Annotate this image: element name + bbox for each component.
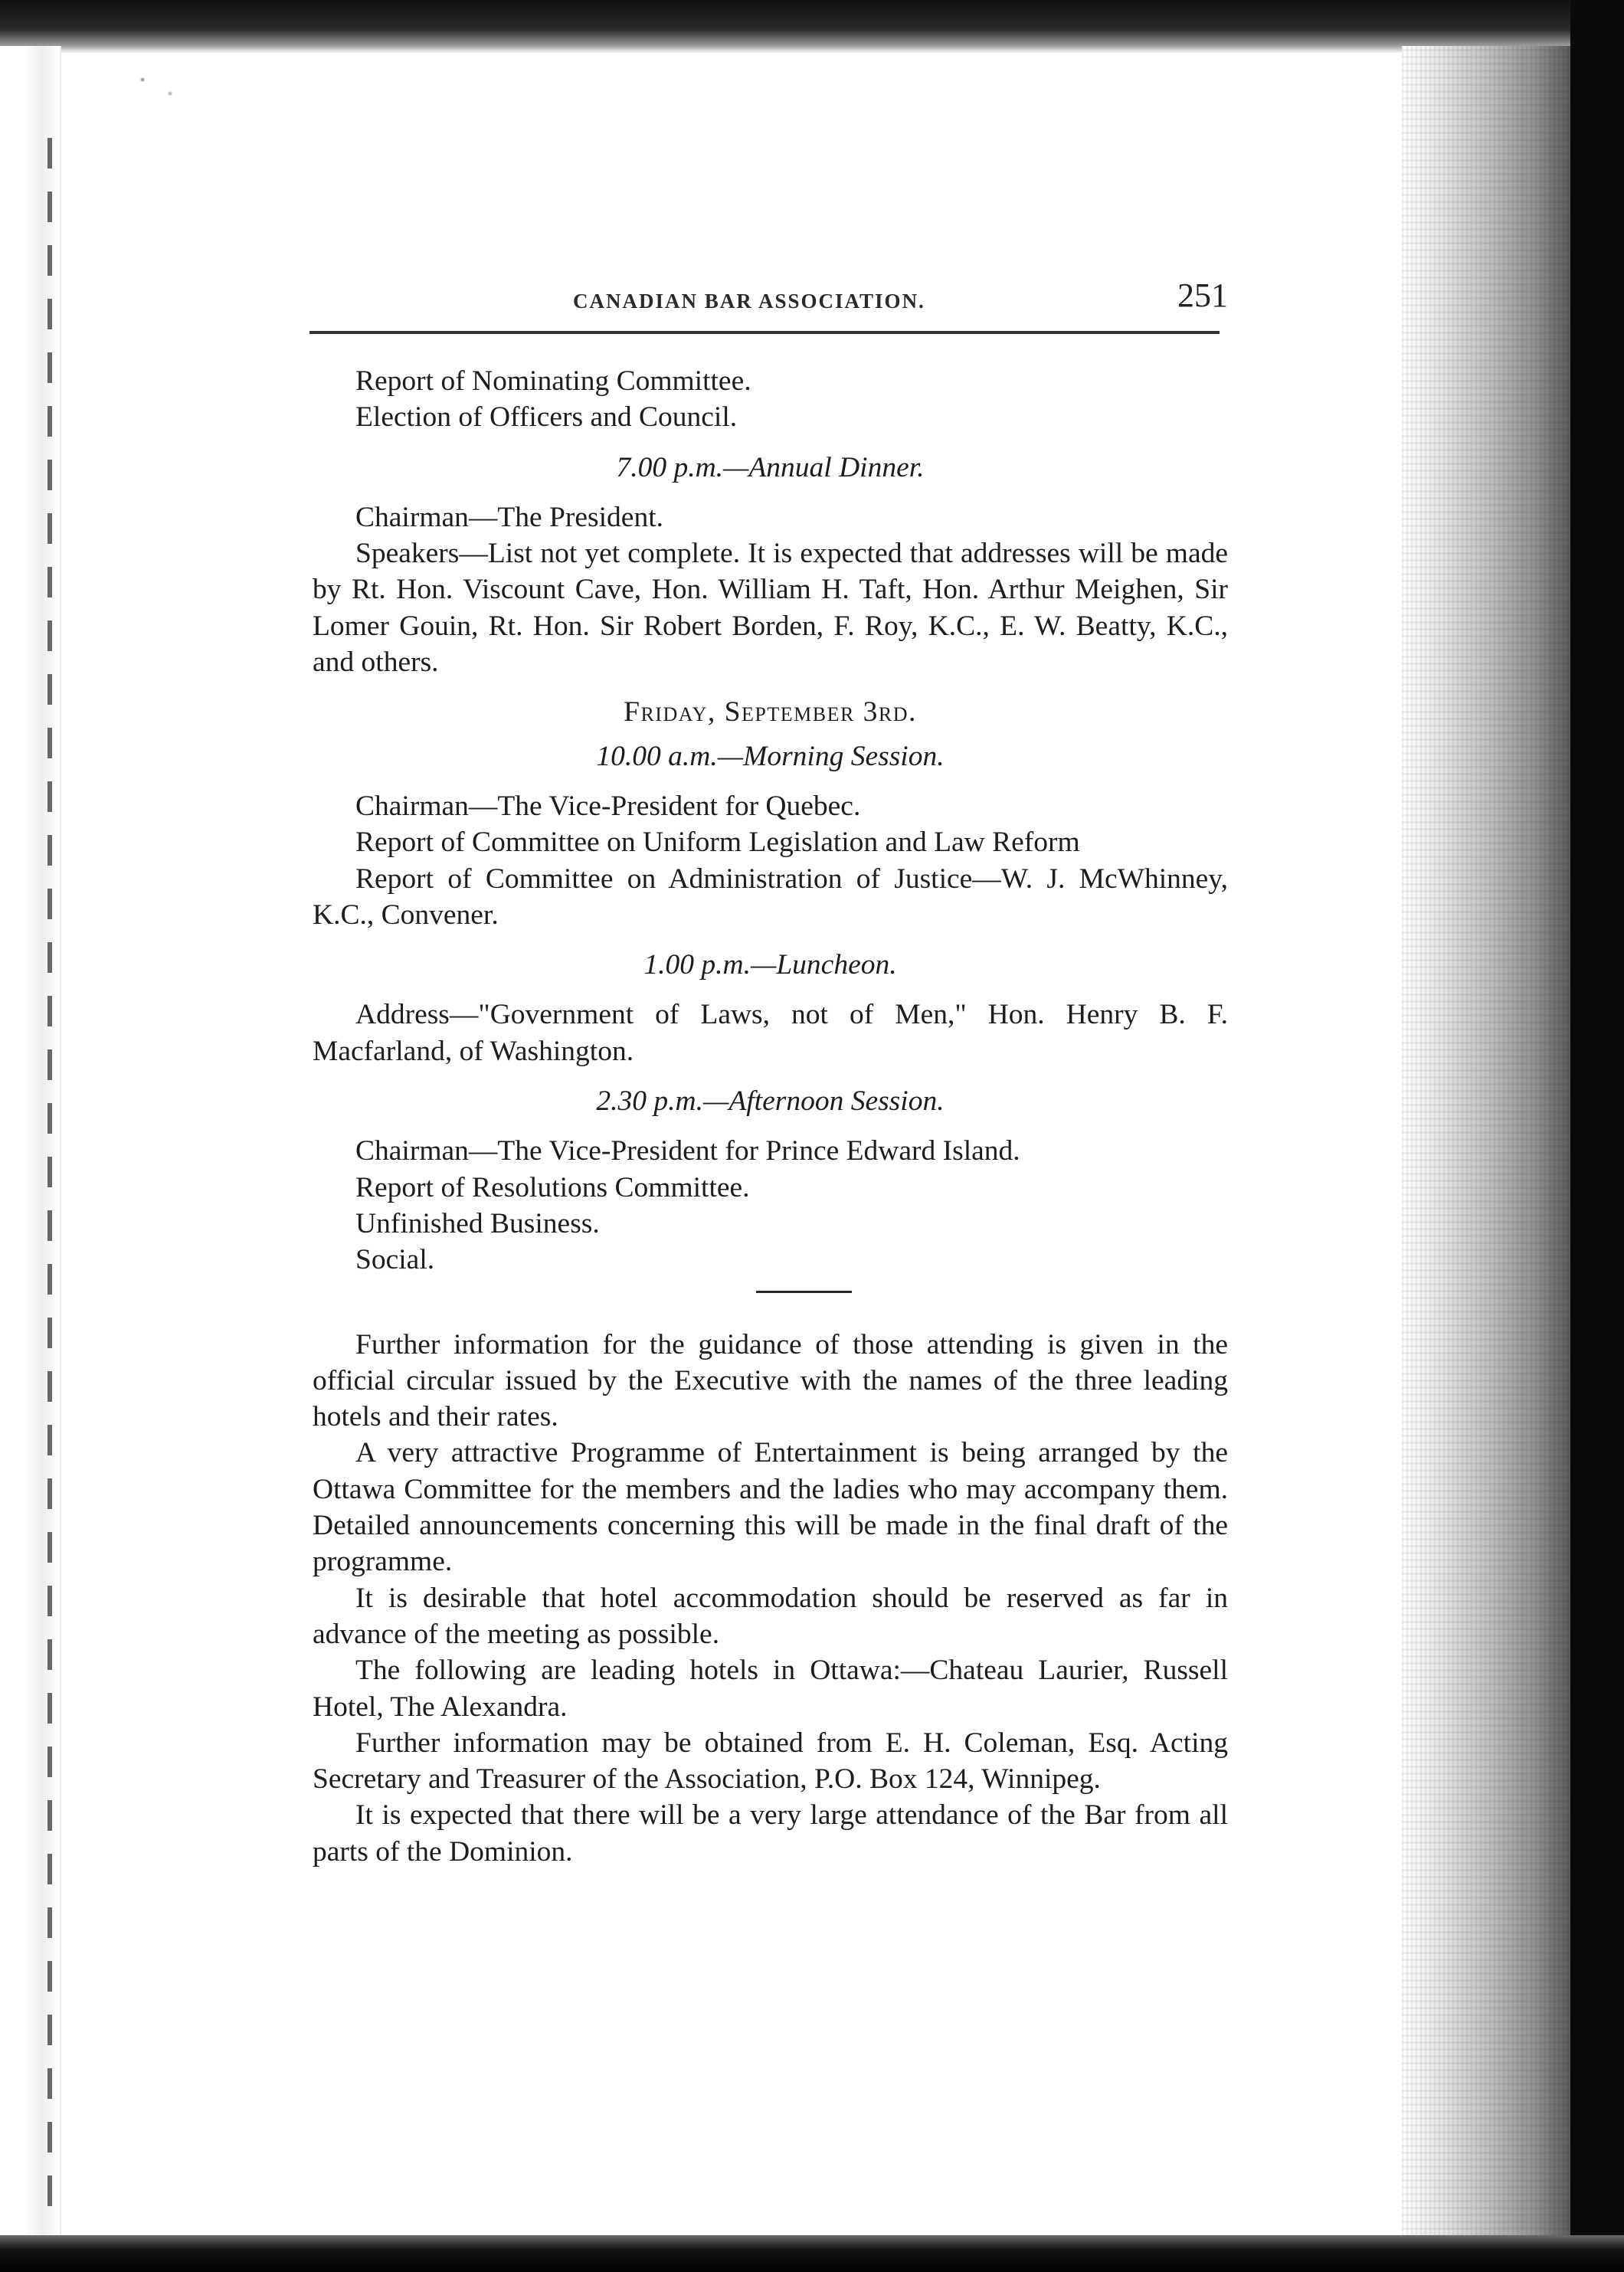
- scan-right-border: [1570, 0, 1624, 2272]
- dinner-chairman: Chairman—The President.: [355, 501, 663, 533]
- afternoon-unfinished: Unfinished Business.: [355, 1207, 600, 1239]
- morning-report-justice: Report of Committee on Administration of Justice—W. J. McWhinney, K.C., Convener.: [313, 863, 1228, 931]
- running-title: CANADIAN BAR ASSOCIATION.: [573, 290, 925, 313]
- note-paragraph-entertainment: A very attractive Programme of Entertainment is being arranged by the Ottawa Committee for the members and the ladies who may accompany them. Detailed announcements concerning this will be made in the final draft of the programme.: [313, 1437, 1228, 1578]
- afternoon-social: Social.: [355, 1244, 435, 1276]
- scan-specks: [115, 61, 207, 107]
- page-number: 251: [1177, 277, 1228, 314]
- notes-section: [313, 1327, 1228, 1870]
- section-divider: [756, 1291, 852, 1293]
- book-left-edge: [0, 46, 61, 2237]
- dinner-heading: 7.00 p.m.—Annual Dinner.: [616, 451, 925, 483]
- programme-section: [313, 363, 1228, 1278]
- afternoon-session-heading: 2.30 p.m.—Afternoon Session.: [596, 1085, 945, 1118]
- page-content: [313, 276, 1228, 1870]
- running-head: [313, 276, 1228, 329]
- scan-bottom-border: [0, 2235, 1624, 2272]
- header-rule: [309, 331, 1220, 334]
- programme-line-election: Election of Officers and Council.: [355, 401, 738, 434]
- programme-line-nominating: Report of Nominating Committee.: [355, 365, 751, 397]
- note-paragraph-accommodation: It is desirable that hotel accommodation should be reserved as far in advance of the meeting as possible.: [313, 1582, 1228, 1650]
- scan-top-border: [0, 0, 1624, 54]
- afternoon-chairman: Chairman—The Vice-President for Prince Edward Island.: [355, 1135, 1020, 1167]
- page-binding-line: [47, 138, 52, 2206]
- morning-report-uniform: Report of Committee on Uniform Legislation and Law Reform: [355, 827, 1080, 859]
- afternoon-report: Report of Resolutions Committee.: [355, 1171, 750, 1203]
- luncheon-heading: 1.00 p.m.—Luncheon.: [643, 949, 897, 981]
- note-paragraph-contact: Further information may be obtained from E. H. Coleman, Esq. Acting Secretary and Treasurer of the Association, P.O. Box 124, Winnipeg.: [313, 1727, 1228, 1796]
- friday-heading: Friday, September 3rd.: [624, 696, 917, 728]
- note-paragraph-hotels: The following are leading hotels in Ottawa:—Chateau Laurier, Russell Hotel, The Alexandra.: [313, 1655, 1228, 1723]
- luncheon-address: Address—"Government of Laws, not of Men," Hon. Henry B. F. Macfarland, of Washington.: [313, 999, 1228, 1067]
- book-gutter-page-stack: [1402, 46, 1570, 2237]
- morning-session-heading: 10.00 a.m.—Morning Session.: [596, 740, 945, 772]
- morning-chairman: Chairman—The Vice-President for Quebec.: [355, 790, 861, 822]
- note-paragraph-attendance: It is expected that there will be a very large attendance of the Bar from all parts of the Dominion.: [313, 1799, 1228, 1868]
- note-paragraph-circular: Further information for the guidance of those attending is given in the official circular issued by the Executive with the names of the three leading hotels and their rates.: [313, 1328, 1228, 1433]
- speakers-paragraph: Speakers—List not yet complete. It is expected that addresses will be made by Rt. Hon. Viscount Cave, Hon. William H. Taft, Hon. Arthur Meighen, Sir Lomer Gouin, Rt. Hon. Sir Robert Borden, F. Roy, K.C., E. W. Beatty, K.C., and others.: [313, 538, 1228, 679]
